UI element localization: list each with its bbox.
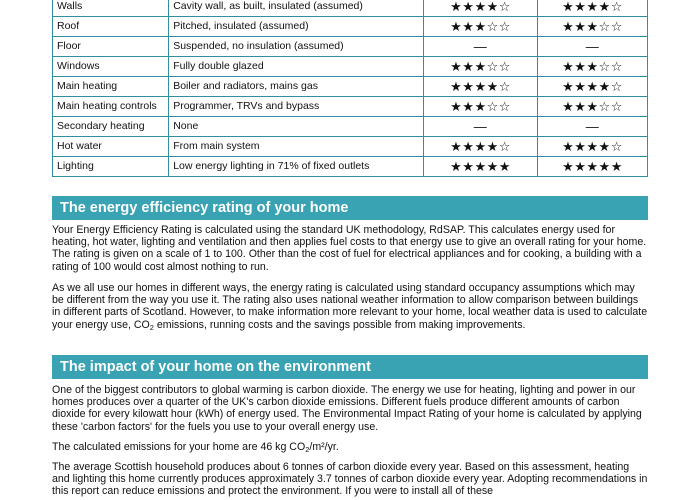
energy-rating-paragraph-1: Your Energy Efficiency Rating is calculated using the standard UK methodology, RdSAP. This calculates energy used for heating, hot water, lighting and ventilation and then applies fuel costs to that energy use to give an overall rating for your home. The rating is given on a scale of 1 to 100. Other than the cost of fuel for electrical appliances and for cooking, a building with a rating of 100 would cost almost nothing to run. [52,224,647,273]
environment-emissions-line [52,441,648,453]
environmental-stars: ★★★★☆ [537,0,647,17]
energy-efficiency-stars: ★★★☆☆ [424,97,538,117]
environmental-stars: ★★★☆☆ [537,17,647,37]
energy-efficiency-stars: — [424,117,538,137]
element-name: Secondary heating [53,117,169,137]
element-name: Roof [53,17,169,37]
energy-efficiency-stars: ★★★☆☆ [424,17,538,37]
energy-efficiency-stars: ★★★★☆ [424,0,538,17]
environmental-stars: — [537,117,647,137]
table-row [53,117,648,137]
element-description: Cavity wall, as built, insulated (assumed) [169,0,424,17]
table-row [53,37,648,57]
table-row [53,17,648,37]
element-description: Low energy lighting in 71% of fixed outlets [169,157,424,177]
environment-impact-heading: The impact of your home on the environment [52,355,648,379]
element-name: Floor [53,37,169,57]
energy-efficiency-stars: ★★★★★ [424,157,538,177]
element-name: Walls [53,0,169,17]
environmental-stars: ★★★★☆ [537,77,647,97]
environmental-stars: ★★★★☆ [537,137,647,157]
element-name: Main heating [53,77,169,97]
report-page [52,0,648,500]
table-row [53,97,648,117]
energy-efficiency-stars: — [424,37,538,57]
environmental-stars: ★★★☆☆ [537,97,647,117]
table-row [53,157,648,177]
element-description: Pitched, insulated (assumed) [169,17,424,37]
element-description: None [169,117,424,137]
energy-efficiency-stars: ★★★★☆ [424,137,538,157]
features-table [52,0,648,177]
element-description: From main system [169,137,424,157]
energy-efficiency-stars: ★★★★☆ [424,77,538,97]
environmental-stars: — [537,37,647,57]
table-row [53,137,648,157]
emissions-text: The calculated emissions for your home are 46 kg CO [52,441,306,453]
environment-paragraph-1: One of the biggest contributors to global warming is carbon dioxide. The energy we use for heating, lighting and power in our homes produces over a quarter of the UK's carbon dioxide emissions. Different fuels produce different amounts of carbon dioxide for every kilowatt hour (kWh) of energy used. The Environmental Impact Rating of your home is calculated by applying these 'carbon factors' for the fuels you use to your overall energy use. [52,384,642,433]
environmental-stars: ★★★☆☆ [537,57,647,77]
energy-efficiency-stars: ★★★☆☆ [424,57,538,77]
table-row [53,0,648,17]
co2-subscript: 2 [305,445,310,454]
element-description: Boiler and radiators, mains gas [169,77,424,97]
element-name: Windows [53,57,169,77]
element-description: Fully double glazed [169,57,424,77]
energy-rating-paragraph-2-text: As we all use our homes in different ways, the energy rating is calculated using standard occupancy assumptions which may be different from the way you use it. The rating also uses national weather information to allow comparison between buildings in different parts of Scotland. However, to make information more relevant to your home, local weather data is used to calculate your energy use, CO [52,282,648,331]
environment-paragraph-3: The average Scottish household produces about 6 tonnes of carbon dioxide every year. Based on this assessment, heating and lighting this home currently produces approximately 3.7 tonnes of carbon dioxide every year. Adopting recommendations in this report can reduce emissions and protect the environment. If you were to install all of these [52,461,648,498]
element-name: Hot water [53,137,169,157]
co2-subscript: 2 [149,322,154,332]
environmental-stars: ★★★★★ [537,157,647,177]
table-row [53,77,648,97]
element-description: Suspended, no insulation (assumed) [169,37,424,57]
element-description: Programmer, TRVs and bypass [169,97,424,117]
energy-rating-paragraph-2-text-end: emissions, running costs and the savings possible from making improvements. [153,318,526,331]
energy-rating-heading: The energy efficiency rating of your home [52,196,648,220]
table-row [53,57,648,77]
element-name: Main heating controls [53,97,169,117]
emissions-unit: /m²/yr. [309,441,339,453]
energy-rating-paragraph-2 [52,282,648,331]
element-name: Lighting [53,157,169,177]
